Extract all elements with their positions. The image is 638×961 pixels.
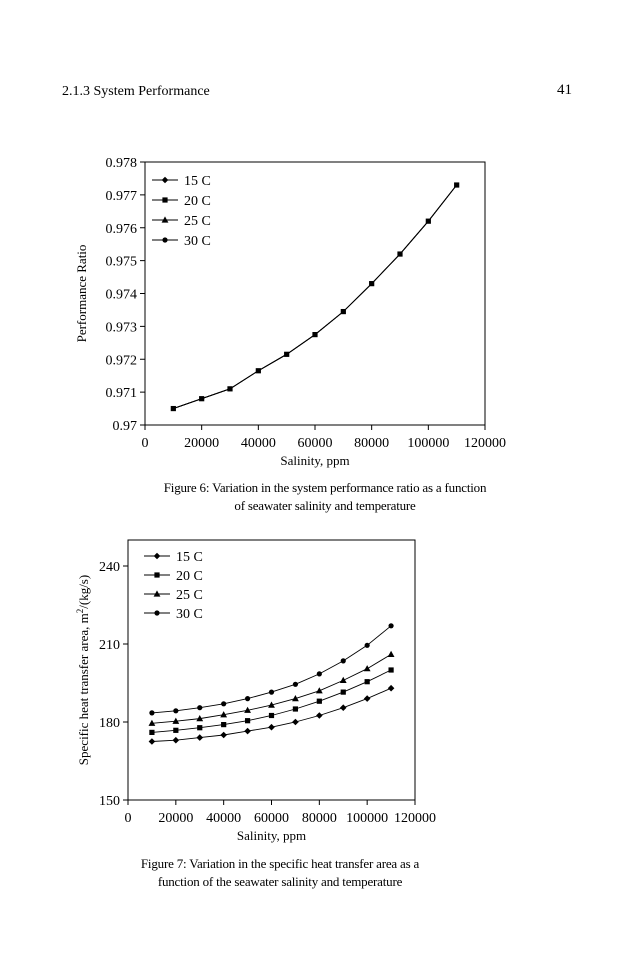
y-tick-label: 180 [99, 716, 120, 731]
data-point [220, 732, 227, 739]
legend-label: 15 C [176, 550, 203, 565]
data-point [244, 728, 251, 735]
x-tick-label: 120000 [394, 811, 436, 826]
data-point [388, 667, 393, 672]
x-tick-label: 40000 [240, 436, 276, 451]
y-tick-label: 0.973 [105, 320, 137, 336]
data-point [269, 690, 274, 695]
x-axis-label: Salinity, ppm [280, 453, 350, 468]
data-point [256, 368, 261, 373]
data-point [426, 219, 431, 224]
data-point [173, 737, 180, 744]
legend-entry [144, 607, 203, 622]
data-point [340, 704, 347, 711]
x-tick-label: 120000 [464, 436, 506, 451]
data-point [221, 722, 226, 727]
data-point [196, 734, 203, 741]
y-tick-label: 0.974 [105, 287, 137, 303]
series-25-c [173, 185, 456, 409]
y-axis-label-text: Specific heat transfer area, m [76, 613, 91, 766]
data-point [173, 708, 178, 713]
data-point [293, 682, 298, 687]
x-tick-label: 20000 [184, 436, 220, 451]
figure-7-heat-transfer-area-chart [0, 525, 638, 855]
data-point [199, 396, 204, 401]
data-point [364, 665, 371, 671]
series-line [152, 626, 391, 713]
x-tick-label: 80000 [301, 811, 337, 826]
y-tick-label: 150 [99, 794, 120, 809]
series-line [173, 185, 456, 409]
data-point [171, 406, 176, 411]
y-tick-label: 0.971 [105, 386, 137, 402]
data-point [149, 710, 154, 715]
series-line [173, 185, 456, 409]
data-point [149, 730, 154, 735]
legend-label: 15 C [184, 174, 211, 189]
legend-entry [144, 550, 203, 565]
data-point [341, 658, 346, 663]
figure-6-caption-line-1: Figure 6: Variation in the system performance ratio as a function [163, 480, 487, 495]
section-heading: 2.1.3 System Performance [62, 84, 210, 99]
page-number: 41 [557, 82, 572, 98]
figure-7-caption-line-1: Figure 7: Variation in the specific heat transfer area as a [140, 856, 420, 871]
legend-label: 25 C [176, 588, 203, 603]
data-point [317, 699, 322, 704]
figure-6-performance-ratio-chart [0, 140, 638, 475]
data-point [317, 671, 322, 676]
data-point [268, 724, 275, 731]
data-point [245, 696, 250, 701]
x-tick-label: 40000 [206, 811, 242, 826]
x-tick-label: 60000 [297, 436, 333, 451]
x-tick-label: 80000 [354, 436, 390, 451]
legend-label: 20 C [184, 194, 211, 209]
legend-marker [154, 572, 159, 577]
data-point [397, 251, 402, 256]
data-point [388, 651, 395, 657]
y-axis-label-superscript: 2 [75, 608, 85, 614]
data-point [173, 728, 178, 733]
data-point [197, 725, 202, 730]
y-axis-label [75, 575, 91, 765]
data-point [454, 182, 459, 187]
data-point [365, 679, 370, 684]
legend-label: 20 C [176, 569, 203, 584]
data-point [227, 386, 232, 391]
data-point [221, 701, 226, 706]
y-tick-label: 210 [99, 638, 120, 653]
data-point [388, 685, 395, 692]
y-tick-label: 0.972 [105, 353, 137, 369]
data-point [312, 332, 317, 337]
data-point [292, 719, 299, 726]
data-point [149, 738, 156, 745]
x-tick-label: 0 [141, 436, 149, 451]
data-point [341, 309, 346, 314]
x-tick-label: 100000 [346, 811, 389, 826]
x-tick-label: 100000 [407, 436, 450, 451]
series-30-c [171, 182, 460, 411]
data-point [316, 712, 323, 719]
legend-label: 30 C [176, 607, 203, 622]
legend-marker [162, 237, 167, 242]
data-point [293, 706, 298, 711]
data-point [284, 352, 289, 357]
legend-marker [154, 553, 161, 560]
data-point [365, 643, 370, 648]
data-point [197, 705, 202, 710]
y-axis-label [74, 245, 89, 343]
data-point [245, 718, 250, 723]
legend-label: 30 C [184, 234, 211, 249]
series-line [173, 185, 456, 409]
legend-marker [162, 197, 167, 202]
legend-entry [144, 588, 203, 603]
x-tick-label: 60000 [254, 811, 289, 826]
x-tick-label: 0 [124, 811, 132, 826]
legend-label: 25 C [184, 214, 211, 229]
series-line [173, 185, 456, 409]
data-point [269, 713, 274, 718]
legend-marker [162, 177, 169, 184]
y-tick-label: 0.977 [105, 188, 137, 204]
data-point [340, 677, 347, 683]
figure-7-caption-line-2: function of the seawater salinity and temperature [157, 874, 403, 889]
figure-7-caption [100, 855, 460, 891]
y-axis-label-tail: /(kg/s) [76, 574, 91, 609]
legend-entry [152, 234, 211, 249]
series-15-c [173, 185, 456, 409]
legend-entry [152, 174, 211, 189]
plot-area-frame [128, 540, 415, 800]
legend-entry [144, 569, 203, 584]
series-line [152, 670, 391, 732]
data-point [369, 281, 374, 286]
data-point [341, 690, 346, 695]
legend-entry [152, 214, 211, 229]
y-tick-label: 240 [99, 560, 120, 575]
legend-entry [152, 194, 211, 209]
data-point [388, 623, 393, 628]
figure-6-caption-line-2: of seawater salinity and temperature [234, 498, 416, 513]
figure-6-caption [130, 479, 520, 515]
x-axis-label: Salinity, ppm [236, 828, 307, 843]
legend-marker [154, 610, 159, 615]
y-tick-label: 0.978 [105, 156, 137, 171]
series-20-c [173, 185, 456, 409]
y-tick-label: 0.976 [105, 221, 137, 237]
x-tick-label: 20000 [158, 811, 194, 826]
y-tick-label: 0.97 [112, 419, 137, 434]
data-point [364, 695, 371, 702]
data-point [316, 687, 323, 693]
y-tick-label: 0.975 [105, 254, 137, 270]
y-axis-label-text: Performance Ratio [74, 244, 89, 343]
